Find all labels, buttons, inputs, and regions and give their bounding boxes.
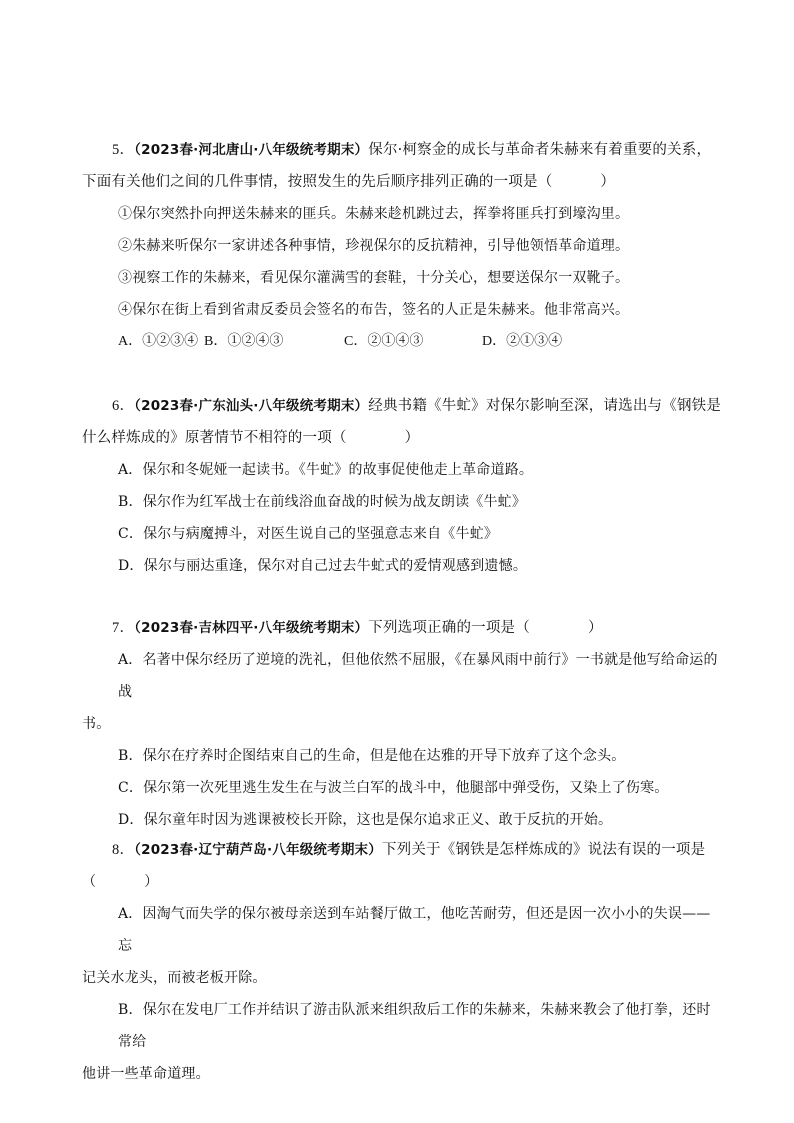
option-b-line-2: 他讲一些革命道理。 [82,1066,210,1082]
paren-close: ） [600,174,616,190]
statement-4: ④保尔在街上看到省肃反委员会签名的布告，签名的人正是朱赫来。他非常高兴。 [118,302,630,318]
option-a[interactable] [82,644,722,740]
paren-close: ） [144,874,159,890]
option-a-line-1: A．因淘气而失学的保尔被母亲送到车站餐厅做工，他吃苦耐劳，但还是因一次小小的失误——忘 [118,906,711,954]
statement-2: ②朱赫来听保尔一家讲述各种事情，珍视保尔的反抗精神，引导他领悟革命道理。 [118,238,630,254]
option-a-line-1: A．名著中保尔经历了逆境的洗礼，但他依然不屈服，《在暴风雨中前行》一书就是他写给命运的战 [118,652,718,700]
question-source: （2023春·吉林四平·八年级统考期末） [134,620,369,636]
question-number: 5． [112,142,135,158]
option-a-line-2: 书。 [82,716,111,732]
question-text: 下列关于《钢铁是怎样炼成的》说法有误的一项是 [381,842,706,858]
question-6 [82,390,722,582]
option-c[interactable]: C．保尔第一次死里逃生发生在与波兰白军的战斗中，他腿部中弹受伤，又染上了伤寒。 [118,780,669,796]
option-a[interactable]: A．①②③④ [118,334,199,349]
option-a-line-2: 记关水龙头，而被老板开除。 [82,970,267,986]
question-number: 7． [112,620,135,636]
option-b[interactable]: B．保尔作为红军战士在前线浴血奋战的时候为战友朗读《牛虻》 [118,494,527,510]
question-stem [82,612,722,644]
option-b[interactable] [82,994,722,1090]
option-c[interactable]: C．保尔与病魔搏斗，对医生说自己的坚强意志来自《牛虻》 [118,526,499,542]
question-text: 经典书籍《牛虻》对保尔影响至深，请选出与《钢铁是什么样炼成的》原著情节不相符的一项（ [82,398,722,446]
options-row [82,326,722,358]
option-b[interactable]: B．①②④③ [204,334,284,349]
question-stem [82,134,722,198]
option-d[interactable]: D．②①③④ [482,334,563,349]
statement-1: ①保尔突然扑向押送朱赫来的匪兵。朱赫来趁机跳过去，挥拳将匪兵打到壕沟里。 [118,206,630,222]
question-7 [82,612,722,836]
option-a[interactable]: A．保尔和冬妮娅一起读书。《牛虻》的故事促使他走上革命道路。 [118,462,534,478]
paren-open: （ [82,874,97,890]
question-number: 8． [112,842,135,858]
question-stem [82,390,722,454]
paren-close: ） [587,620,603,636]
option-d[interactable]: D．保尔与丽达重逢，保尔对自己过去牛虻式的爱情观感到遗憾。 [118,558,528,574]
option-a[interactable] [82,898,722,994]
question-8 [82,834,722,1090]
question-5 [82,134,722,358]
question-stem [82,834,722,866]
statement-3: ③视察工作的朱赫来，看见保尔灌满雪的套鞋，十分关心，想要送保尔一双靴子。 [118,270,630,286]
question-number: 6． [112,398,135,414]
option-c[interactable]: C．②①④③ [344,334,424,349]
option-b-line-1: B．保尔在发电厂工作并结识了游击队派来组织敌后工作的朱赫来，朱赫来教会了他打拳，还时常给 [118,1002,711,1050]
option-b[interactable]: B．保尔在疗养时企图结束自己的生命，但是他在达雅的开导下放弃了这个念头。 [118,748,626,764]
question-text: 保尔·柯察金的成长与革命者朱赫来有着重要的关系，下面有关他们之间的几件事情，按照发生的先后顺序排列正确的一项是（ [82,142,712,190]
question-source: （2023春·辽宁葫芦岛·八年级统考期末） [134,842,382,858]
question-source: （2023春·河北唐山·八年级统考期末） [134,142,369,158]
question-text: 下列选项正确的一项是（ [368,620,530,636]
question-stem-line-2 [82,866,722,898]
question-source: （2023春·广东汕头·八年级统考期末） [134,398,369,414]
option-d[interactable]: D．保尔童年时因为逃课被校长开除，这也是保尔追求正义、敢于反抗的开始。 [118,812,613,828]
paren-close: ） [404,430,420,446]
